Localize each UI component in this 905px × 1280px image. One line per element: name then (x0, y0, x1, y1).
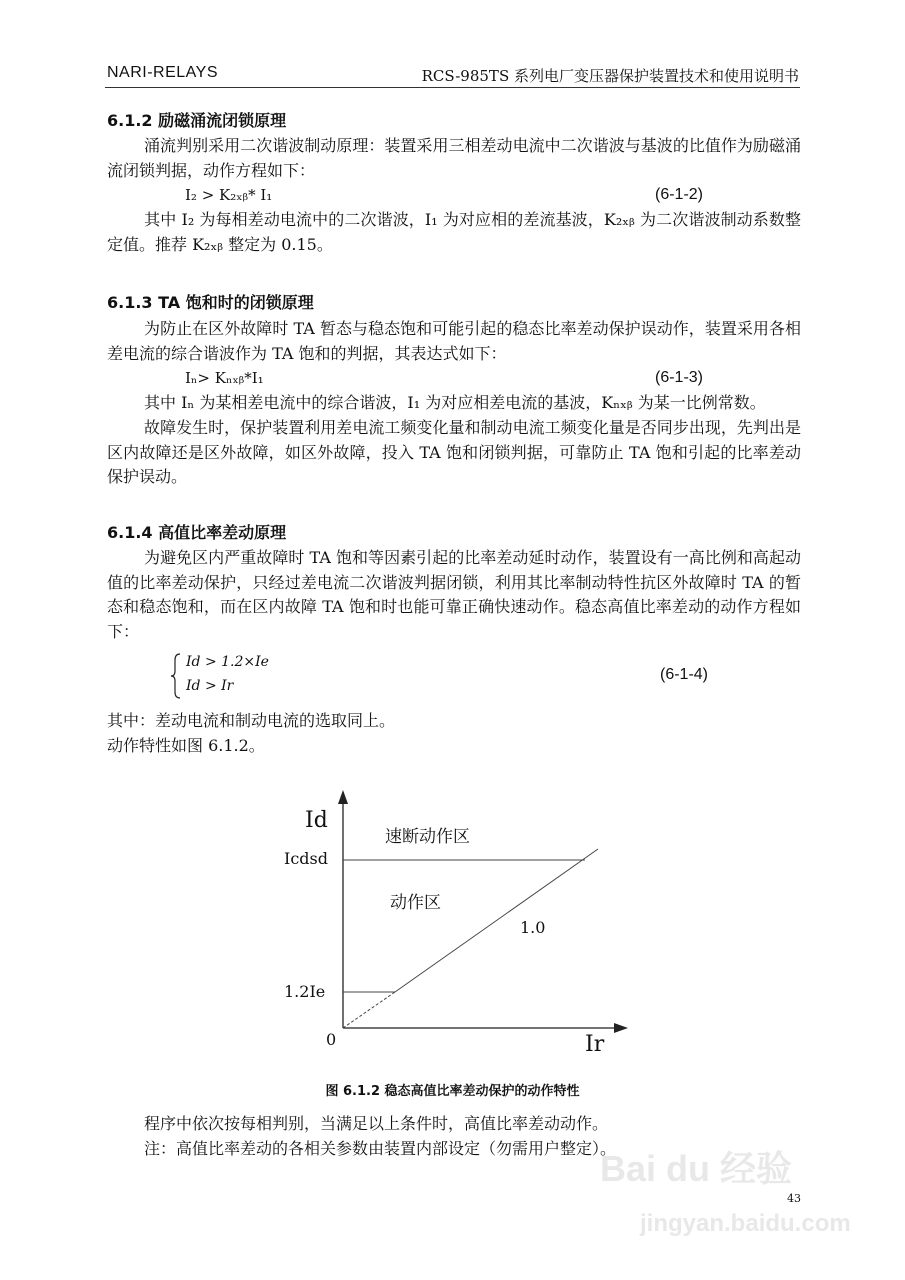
section-title-614: 6.1.4 高值比率差动原理 (107, 523, 287, 542)
slope-line (395, 849, 598, 992)
slope-label: 1.0 (520, 918, 546, 937)
paragraph-text: 为防止在区外故障时 TA 暂态与稳态饱和可能引起的稳态比率差动保护误动作，装置采用各相差电流的综合谐波作为 TA 饱和的判据，其表达式如下： (107, 319, 801, 363)
equation-line-2: Id > Ir (186, 678, 234, 694)
icdsd-label: Icdsd (284, 849, 328, 868)
paragraph-text: 涌流判别采用二次谐波制动原理：装置采用三相差动电流中二次谐波与基波的比值作为励磁涌流闭锁判据，动作方程如下： (107, 136, 801, 180)
paragraph-text: 其中 Iₙ 为某相差电流中的综合谐波，I₁ 为对应相差电流的基波，Kₙₓᵦ 为某一比例常数。 (144, 393, 766, 412)
paragraph-text: 动作特性如图 6.1.2。 (107, 736, 265, 755)
origin-label: 0 (326, 1030, 337, 1049)
paragraph-text: 故障发生时，保护装置利用差电流工频变化量和制动电流工频变化量是否同步出现，先判出是区内故障还是区外故障，如区外故障，投入 TA 饱和闭锁判据，可靠防止 TA 饱和引起的比率差动保护误动。 (107, 418, 801, 486)
equation-line-1: Id > 1.2×Ie (186, 654, 269, 670)
equation-number: (6-1-4) (660, 666, 709, 683)
dashed-segment (343, 992, 395, 1028)
x-axis-arrow-icon (614, 1023, 628, 1033)
equation-number: (6-1-2) (655, 186, 704, 203)
section-title-613: 6.1.3 TA 饱和时的闭锁原理 (107, 293, 314, 312)
page-number: 43 (787, 1192, 801, 1205)
figure-caption: 图 6.1.2 稳态高值比率差动保护的动作特性 (325, 1084, 580, 1099)
paragraph-text: 其中 I₂ 为每相差动电流中的二次谐波，I₁ 为对应相的差流基波，K₂ₓᵦ 为二次谐波制动系数整定值。推荐 K₂ₓᵦ 整定为 0.15。 (107, 210, 801, 254)
zone-op-label: 动作区 (390, 893, 441, 913)
watermark-brand: Bai du 经验 (600, 1148, 793, 1189)
header-company: NARI-RELAYS (107, 64, 219, 81)
y-axis-arrow-icon (338, 790, 348, 804)
x-axis-label: Ir (585, 1032, 605, 1057)
watermark-url: jingyan.baidu.com (640, 1210, 851, 1237)
equation-number: (6-1-3) (655, 369, 704, 386)
paragraph (107, 1112, 801, 1137)
section-title-612: 6.1.2 励磁涌流闭锁原理 (107, 111, 287, 130)
zone-fast-label: 速断动作区 (385, 827, 470, 847)
paragraph-text: 程序中依次按每相判别，当满足以上条件时，高值比率差动动作。 (144, 1114, 609, 1133)
equation: Iₙ> Kₙₓᵦ*I₁ (185, 369, 264, 387)
equation: I₂ > K₂ₓᵦ* I₁ (185, 186, 273, 204)
paragraph-text: 其中：差动电流和制动电流的选取同上。 (107, 711, 396, 730)
y-axis-label: Id (305, 808, 328, 833)
header-title: RCS-985TS 系列电厂变压器保护装置技术和使用说明书 (421, 67, 799, 85)
paragraph-text: 为避免区内严重故障时 TA 饱和等因素引起的比率差动延时动作，装置设有一高比例和高起动值的比率差动保护，只经过差电流二次谐波判据闭锁，利用其比率制动特性抗区外故障时 TA 的暂态和稳态饱和，而在区内故障 TA 饱和时也能可靠正确快速动作。稳态高值比率差动的动作方程如下： (107, 548, 801, 641)
paragraph-text: 注：高值比率差动的各相关参数由装置内部设定（勿需用户整定）。 (144, 1139, 617, 1158)
ie-label: 1.2Ie (284, 982, 326, 1001)
